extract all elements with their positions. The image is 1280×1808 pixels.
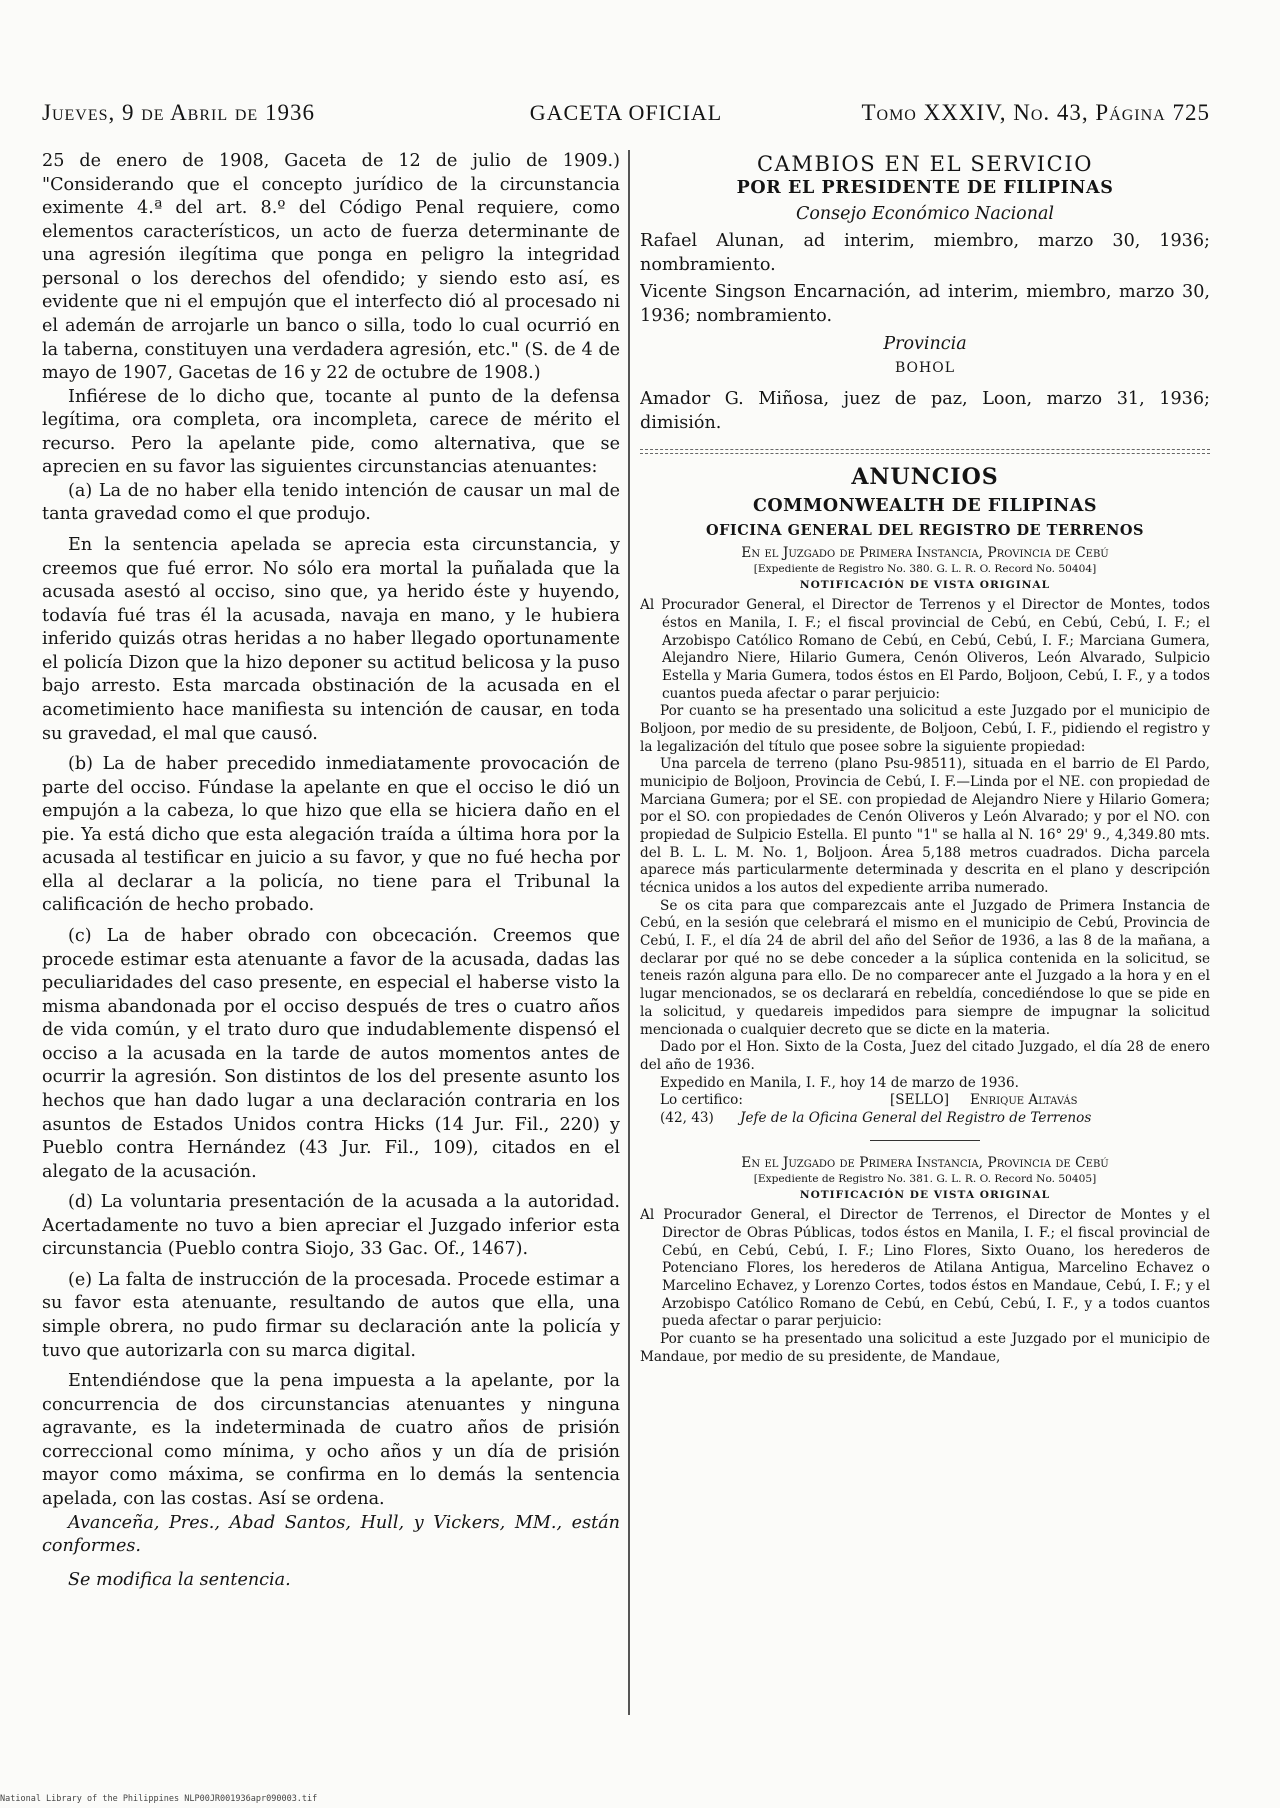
notice1-issued: Expedido en Manila, I. F., hoy 14 de marzo de 1936. [660, 1074, 1019, 1091]
paragraph: En la sentencia apelada se aprecia esta circunstancia, y creemos que fué error. No sólo era mortal la puñalada que la acusada asestó al occiso, sino que, ya herido éste y huyendo, todavía fué tras él la acusada, navaja en mano, y le hubiera inferido quizás otras heridas a no haber llegado oportunamente el policía Dizon que la hizo deponer su actitud belicosa y la puso bajo arresto. Esta marcada obstinación de la acusada en el acometimiento hace manifiesta su intención de causar, en toda su gravedad, el mal que causó. [42, 535, 620, 744]
paragraph: (c) La de haber obrado con obcecación. Creemos que procede estimar esta atenuante a favor de la acusada, dadas las peculiaridades del caso presente, en especial el haberse visto la misma abandonada por el occiso después de tres o cuatro años de vida común, y el trato duro que indudablemente dispensó el occiso a la acusada en la tarde de autos momentos antes de ocurrir la agresión. Son distintos de los del presente asunto los hechos que han dado lugar a una declaración contraria en los asuntos de Estados Unidos contra Hicks (14 Jur. Fil., 220) y Pueblo contra Hernández (43 Jur. Fil., 109), citados en el alegato de la acusación. [42, 926, 620, 1182]
notice2-addressees: Al Procurador General, el Director de Terrenos, el Director de Montes y el Director de Obras Públicas, todos éstos en Manila, I. F.; el fiscal provincial de Cebú, en Cebú, Cebú, I. F.; Lino Flores, Sixto Ouano, los herederos de Potenciano Flores, los herederos de Atilana Antigua, Marcelino Echavez o Marcelino Echavez, y Lorenzo Cortes, todos éstos en Mandaue, Cebú, I. F.; y el Arzobispo Católico Romano de Cebú, en Cebú, Cebú, I. F., y a todos cuantos pueda afectar o parar perjuicio: [640, 1207, 1210, 1330]
anuncios-sub1: COMMONWEALTH DE FILIPINAS [752, 496, 1098, 517]
province-name: BOHOL [894, 360, 955, 377]
notice1-signer-line [640, 1110, 1210, 1128]
cambios-subtitle: POR EL PRESIDENTE DE FILIPINAS [736, 178, 1114, 198]
ruling: Se modifica la sentencia. [68, 1569, 291, 1590]
certify-label: Lo certifico: [660, 1092, 743, 1109]
seal-label: [SELLO] [890, 1092, 950, 1109]
signer-title: Jefe de la Oficina General del Registro de Terrenos [740, 1110, 1092, 1127]
header-title: GACETA OFICIAL [529, 100, 723, 125]
right-column [640, 150, 1210, 1708]
paragraph: Infiérese de lo dicho que, tocante al punto de la defensa legítima, ora completa, ora incompleta, carece de mérito el recurso. Pero la apelante pide, como alternativa, que se aprecien en su favor las siguientes circunstancias atenuantes: [42, 386, 620, 478]
notice1-heading: NOTIFICACIÓN DE VISTA ORIGINAL [799, 579, 1051, 592]
section-divider [640, 449, 1210, 454]
anuncios-title: ANUNCIOS [851, 464, 999, 491]
paragraph: (e) La falta de instrucción de la procesada. Procede estimar a su favor esta atenuante, resultando de autos que ella, una simple obrera, no pudo firmar su declaración ante la policía y tuvo que autorizarla con su marca digital. [42, 1269, 620, 1361]
cambios-section: Consejo Económico Nacional [795, 204, 1055, 224]
paragraph: Entendiéndose que la pena impuesta a la apelante, por la concurrencia de dos circunstancias atenuantes y ninguna agravante, es la indeterminada de cuatro años de prisión correccional como mínima, y ocho años y un día de prisión mayor como máxima, se confirma en lo demás la sentencia apelada, con las costas. Así se ordena. [42, 1371, 620, 1509]
left-column [42, 150, 620, 1708]
notice1-paragraph: Dado por el Hon. Sixto de la Costa, Juez del citado Juzgado, el día 28 de enero del año de 1936. [640, 1039, 1210, 1073]
column-divider [628, 150, 630, 1715]
notice1-court: En el Juzgado de Primera Instancia, Provincia de Cebú [741, 545, 1109, 562]
notice2-expediente: [Expediente de Registro No. 381. G. L. R. O. Record No. 50405] [753, 1173, 1097, 1186]
notice2-heading: NOTIFICACIÓN DE VISTA ORIGINAL [799, 1189, 1051, 1202]
scan-footer: National Library of the Philippines NLP00JR001936apr090003.tif [0, 1794, 318, 1804]
notice2-paragraph: Por cuanto se ha presentado una solicitud a este Juzgado por el municipio de Mandaue, por medio de su presidente, de Mandaue, [640, 1330, 1210, 1365]
notice1-certify-line [640, 1092, 1210, 1110]
header-date: Jueves, 9 de Abril de 1936 [42, 100, 315, 125]
paragraph: (d) La voluntaria presentación de la acusada a la autoridad. Acertadamente no tuvo a bien apreciar el Juzgado inferior esta circunstancia (Pueblo contra Siojo, 33 Gac. Of., 1467). [42, 1192, 620, 1260]
notice1-paragraph: Por cuanto se ha presentado una solicitud a este Juzgado por el municipio de Boljoon, por medio de su presidente, de Boljoon, Cebú, I. F., pidiendo el registro y la legalización del título que posee sobre la siguiente propiedad: [640, 703, 1210, 755]
page-header [42, 100, 1210, 130]
notice1-expediente: [Expediente de Registro No. 380. G. L. R. O. Record No. 50404] [753, 563, 1097, 576]
notice-ref: (42, 43) [660, 1110, 714, 1127]
paragraph: (a) La de no haber ella tenido intención de causar un mal de tanta gravedad como el que produjo. [42, 480, 620, 525]
notice1-paragraph: Se os cita para que comparezcais ante el Juzgado de Primera Instancia de Cebú, en la sesión que celebrará el mismo en el municipio de Cebú, Provincia de Cebú, I. F., el día 24 de abril del año del Señor de 1936, a las 8 de la mañana, a declarar por qué no se debe conceder a la súplica contenida en la solicitud, se teneis razón alguna para ello. De no comparecer ante el Juzgado a la hora y en el lugar mencionados, se os declarará en rebeldía, concediéndose lo que se pide en la solicitud, y quedareis impedidos para siempre de impugnar la solicitud mencionada o cualquier decreto que se dicte en la materia. [640, 897, 1210, 1038]
anuncios-sub2: OFICINA GENERAL DEL REGISTRO DE TERRENOS [705, 522, 1145, 540]
paragraph: 25 de enero de 1908, Gaceta de 12 de julio de 1909.) "Considerando que el concepto jurídico de la circunstancia eximente 4.ª del art. 8.º del Código Penal requiere, como elementos característicos, un acto de fuerza determinante de una agresión ilegítima que ponga en peligro la integridad personal o los derechos del ofendido; y siendo esto así, es evidente que ni el empujón que el interfecto dió al procesado ni el ademán de arrojarle un banco o silla, todo lo cual ocurrió en la taberna, constituyen una verdadera agresión, etc." (S. de 4 de mayo de 1907, Gacetas de 16 y 22 de octubre de 1908.) [42, 151, 620, 384]
cambios-title: CAMBIOS EN EL SERVICIO [756, 152, 1094, 176]
notice1-addressees: Al Procurador General, el Director de Terrenos y el Director de Montes, todos éstos en Manila, I. F.; el fiscal provincial de Cebú, en Cebú, Cebú, I. F.; el Arzobispo Católico Romano de Cebú, en Cebú, Cebú, I. F.; Marciana Gumera, Alejandro Niere, Hilario Gumera, Cenón Oliveros, León Alvarado, Sulpicio Estella y Maria Gumera, todos éstos en El Pardo, Boljoon, Cebú, I. F., y a todos cuantos pueda afectar o parar perjuicio: [640, 597, 1210, 702]
cambios-entry: Rafael Alunan, ad interim, miembro, marzo 30, 1936; nombramiento. [640, 231, 1210, 275]
header-volume: Tomo XXXIV, No. 43, Página 725 [861, 100, 1210, 125]
province-label: Provincia [883, 334, 967, 355]
concurrence: Avanceña, Pres., Abad Santos, Hull, y Vickers, MM., están conformes. [42, 1512, 620, 1557]
paragraph: (b) La de haber precedido inmediatamente provocación de parte del occiso. Fúndase la apelante en que el occiso le dió un empujón a la cabeza, lo que hizo que ella se hiciera daño en el pie. Ya está dicho que esta alegación traída a última hora por la acusada al testificar en juicio a su favor, y que no fué hecha por ella al declarar a la policía, no tiene para el Tribunal la calificación de hecho probado. [42, 754, 620, 916]
notice1-paragraph: Una parcela de terreno (plano Psu-98511), situada en el barrio de El Pardo, municipio de Boljoon, Provincia de Cebú, I. F.—Linda por el NE. con propiedad de Marciana Gumera; por el SE. con propiedad de Alejandro Niere y Hilario Gomera; por el SO. con propiedades de Cenón Oliveros y León Alvarado; y por el NO. con propiedad de Sulpicio Estella. El punto "1" se halla al N. 16° 29' 9., 4,349.80 mts. del B. L. L. M. No. 1, Boljoon. Área 5,188 metros cuadrados. Dicha parcela aparece más particularmente determinada y descrita en el plano y descripción técnica unidos a los autos del expediente arriba numerado. [640, 756, 1210, 897]
notice-divider [870, 1140, 980, 1141]
province-entry: Amador G. Miñosa, juez de paz, Loon, marzo 31, 1936; dimisión. [640, 389, 1210, 433]
signer-name: Enrique Altavás [970, 1092, 1078, 1109]
notice2-court: En el Juzgado de Primera Instancia, Provincia de Cebú [741, 1155, 1109, 1172]
cambios-entry: Vicente Singson Encarnación, ad interim, miembro, marzo 30, 1936; nombramiento. [640, 282, 1210, 326]
